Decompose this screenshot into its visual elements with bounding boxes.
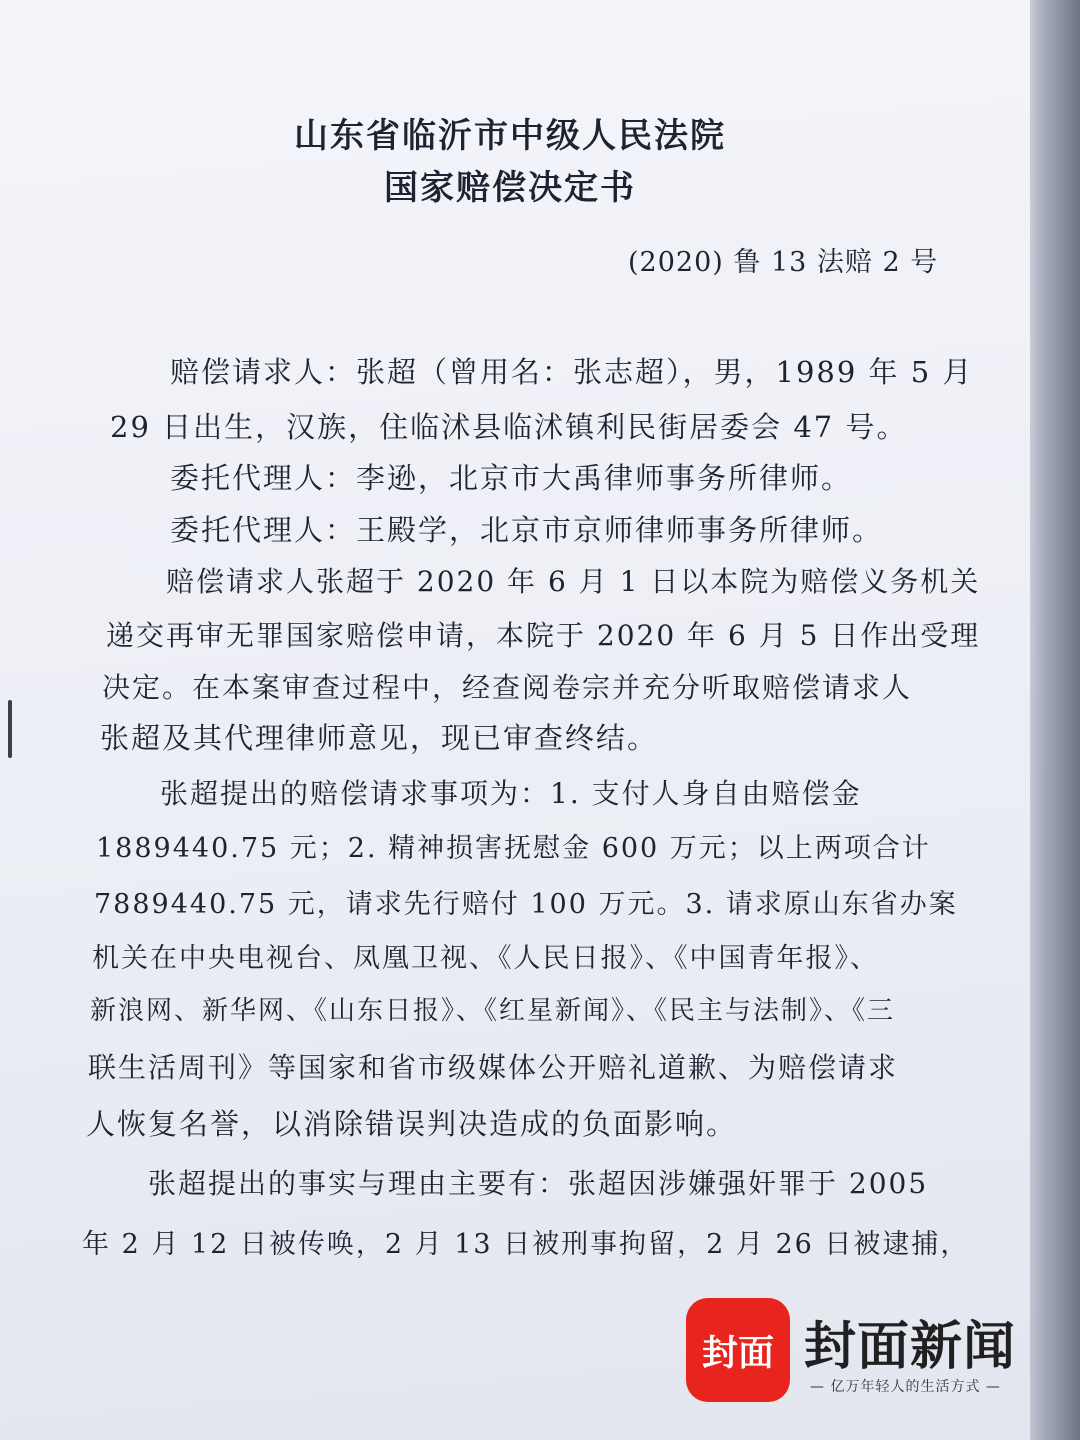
body-line: 赔偿请求人：张超（曾用名：张志超），男，1989 年 5 月 (170, 355, 974, 389)
body-line: 决定。在本案审查过程中，经查阅卷宗并充分听取赔偿请求人 (102, 671, 913, 704)
body-line: 年 2 月 12 日被传唤，2 月 13 日被刑事拘留，2 月 26 日被逮捕， (82, 1229, 970, 1260)
body-line: 递交再审无罪国家赔偿申请，本院于 2020 年 6 月 5 日作出受理 (106, 619, 981, 652)
body-line: 人恢复名誉，以消除错误判决造成的负面影响。 (86, 1107, 738, 1141)
brand-name: 封面新闻 (804, 1317, 1017, 1377)
body-line: 7889440.75 元，请求先行赔付 100 万元。3. 请求原山东省办案 (94, 889, 958, 920)
body-line: 委托代理人：李逊，北京市大禹律师事务所律师。 (170, 461, 853, 495)
brand-slogan: — 亿万年轻人的生活方式 — (810, 1379, 1001, 1395)
body-line: 委托代理人：王殿学，北京市京师律师事务所律师。 (170, 513, 884, 547)
body-line: 新浪网、新华网、《山东日报》、《红星新闻》、《民主与法制》、《三 (90, 996, 896, 1026)
brand-logo-icon: 封面 (686, 1298, 790, 1402)
body-line: 29 日出生，汉族，住临沭县临沭镇利民街居委会 47 号。 (110, 410, 908, 444)
binding-mark (8, 700, 12, 758)
document-title: 国家赔偿决定书 (384, 168, 636, 208)
brand-watermark (686, 1298, 1026, 1408)
body-line: 张超提出的事实与理由主要有：张超因涉嫌强奸罪于 2005 (148, 1167, 929, 1200)
body-line: 联生活周刊》等国家和省市级媒体公开赔礼道歉、为赔偿请求 (88, 1051, 899, 1084)
body-line: 机关在中央电视台、凤凰卫视、《人民日报》、《中国青年报》、 (92, 943, 879, 974)
body-line: 张超提出的赔偿请求事项为：1. 支付人身自由赔偿金 (160, 777, 862, 810)
case-number: (2020) 鲁 13 法赔 2 号 (628, 247, 939, 278)
body-line: 1889440.75 元；2. 精神损害抚慰金 600 万元；以上两项合计 (96, 833, 931, 864)
body-line: 赔偿请求人张超于 2020 年 6 月 1 日以本院为赔偿义务机关 (166, 565, 981, 598)
court-name-title: 山东省临沂市中级人民法院 (294, 116, 726, 156)
body-line: 张超及其代理律师意见，现已审查终结。 (100, 721, 659, 755)
